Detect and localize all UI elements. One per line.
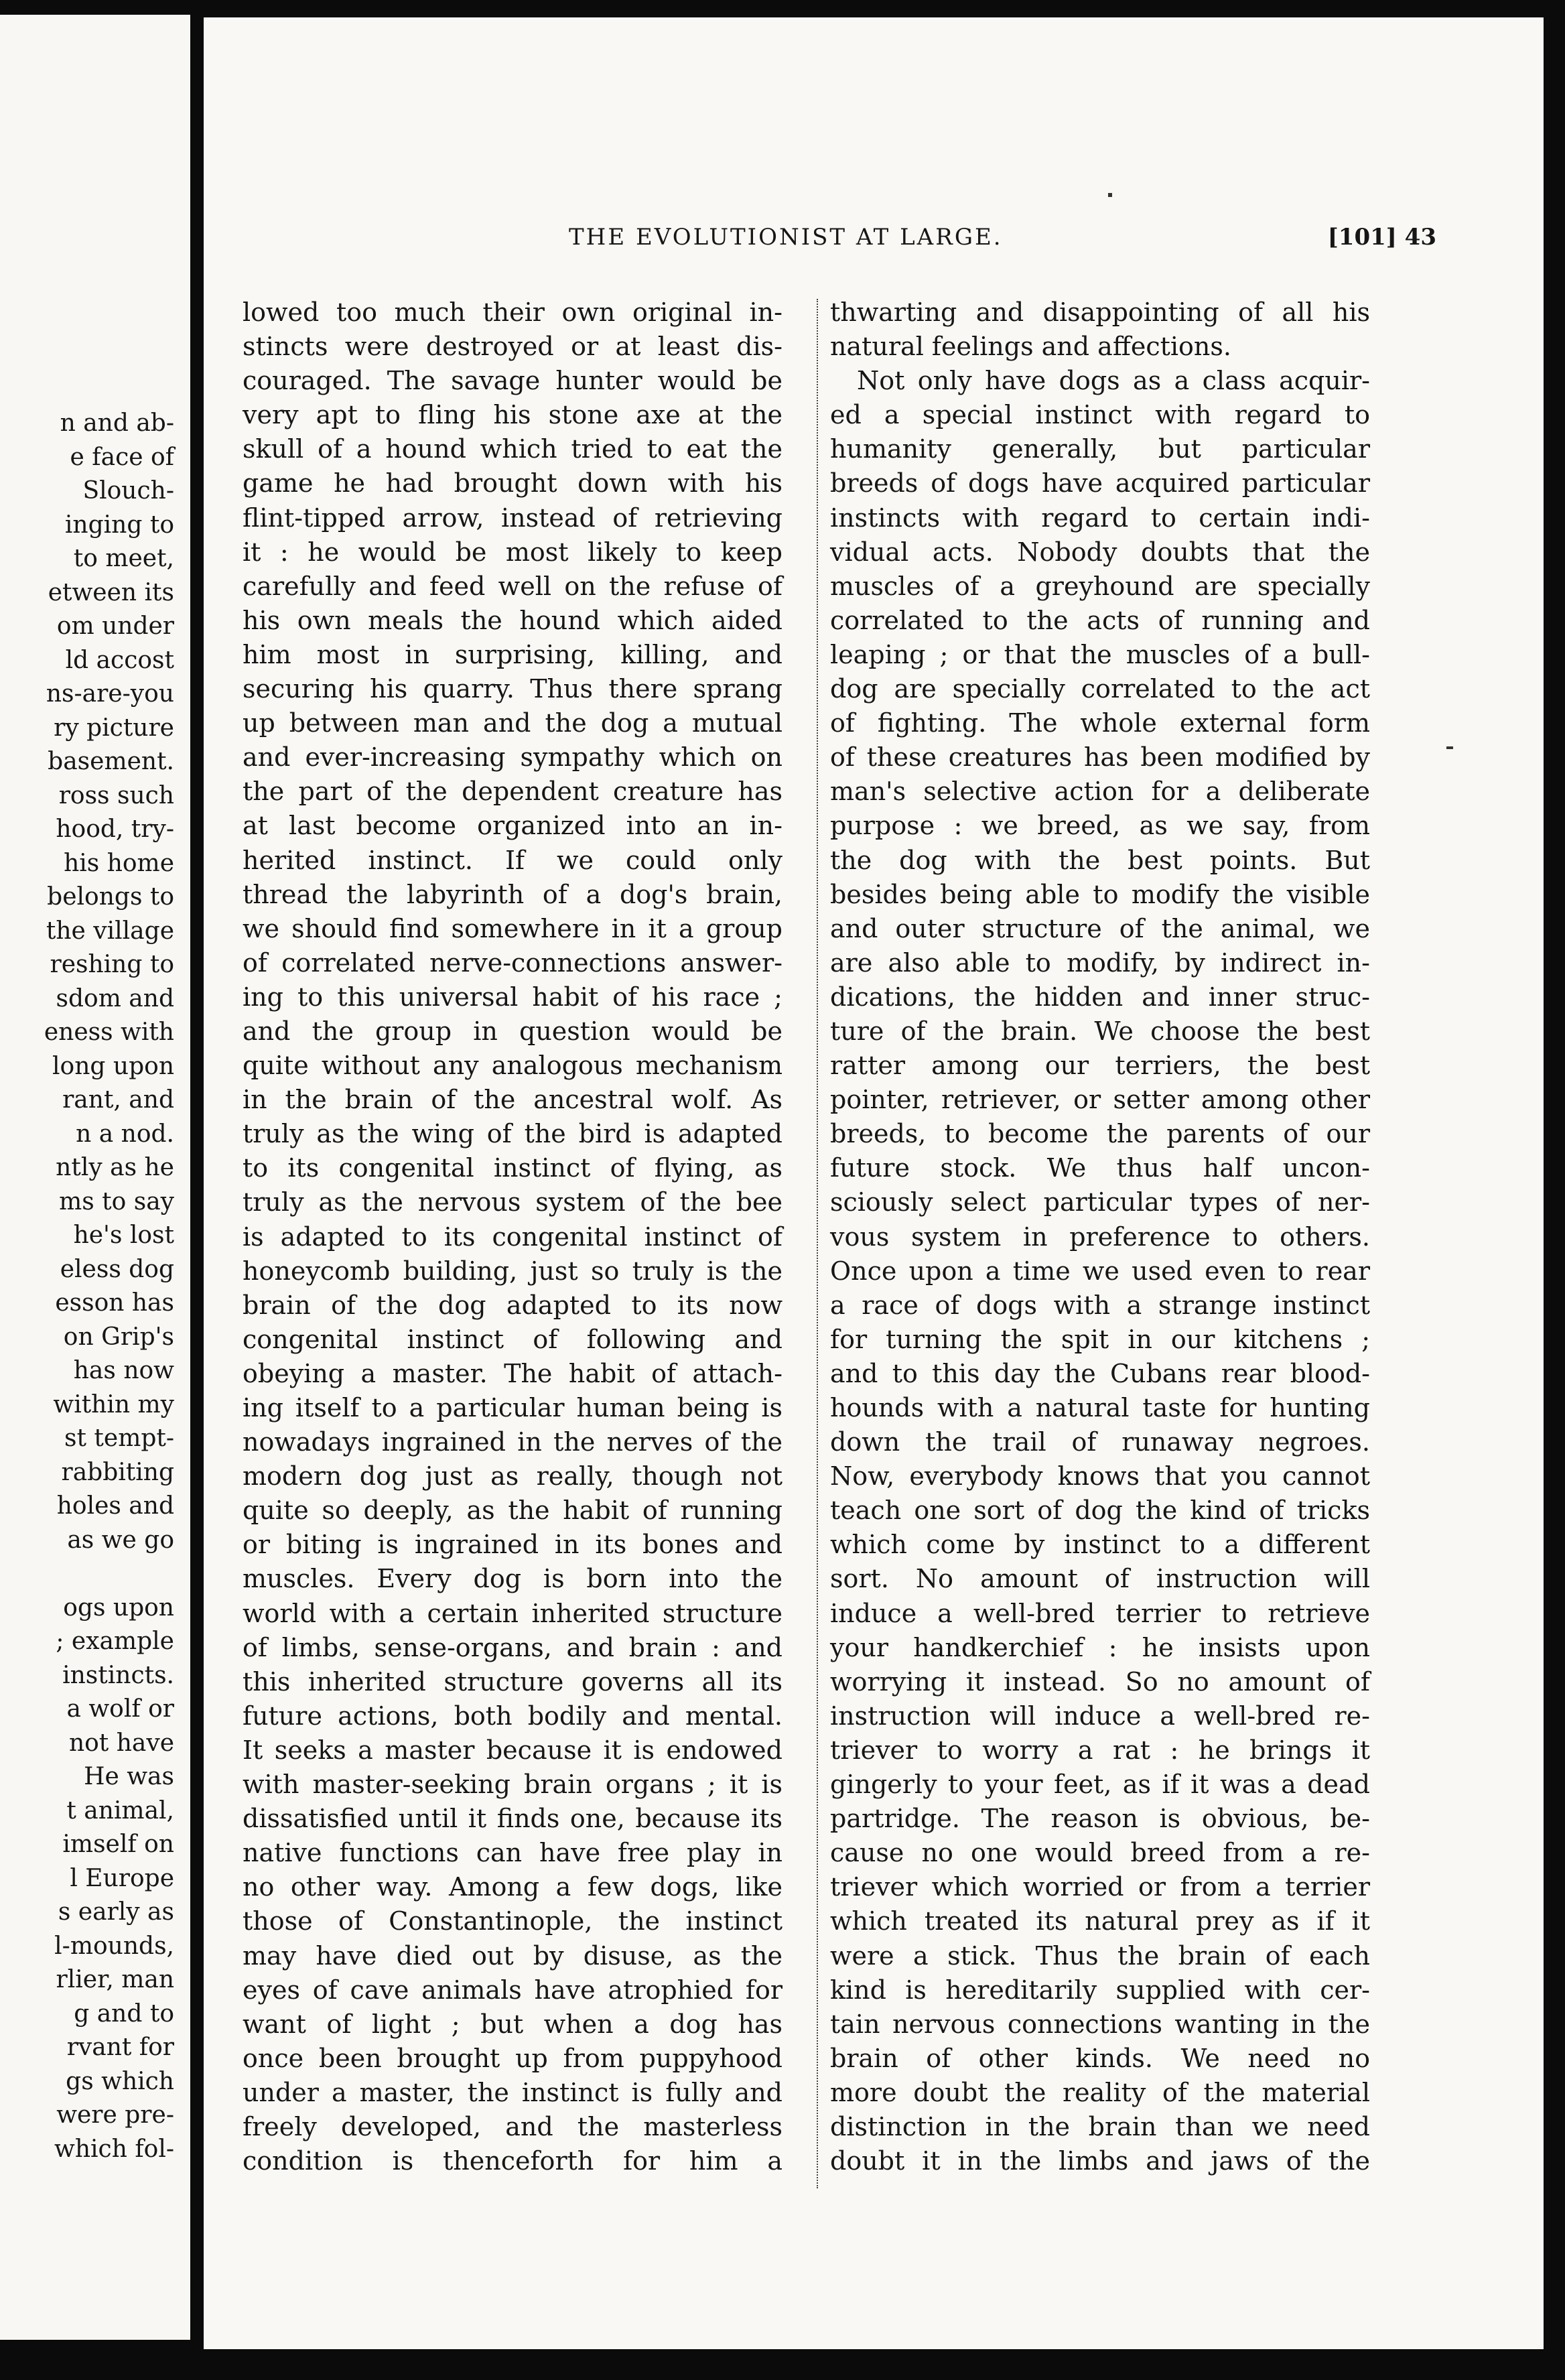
book-page <box>204 17 1544 2349</box>
fragment-line: not have <box>68 1729 174 1757</box>
text-line: ed a special instinct with regard to <box>830 400 1370 430</box>
text-line: may have died out by disuse, as the <box>243 1940 783 1971</box>
text-line: a race of dogs with a strange instinct <box>830 1290 1370 1320</box>
fragment-line: belongs to <box>47 883 174 911</box>
print-speck <box>1108 193 1112 197</box>
text-line: worrying it instead. So no amount of <box>830 1666 1370 1697</box>
fragment-line <box>0 1557 174 1591</box>
text-line: induce a well-bred terrier to retrieve <box>830 1598 1370 1628</box>
fragment-line: om under <box>56 612 174 640</box>
text-line: lowed too much their own original in- <box>243 298 783 327</box>
fragment-line: reshing to <box>50 951 174 978</box>
text-line: we should find somewhere in it a group <box>243 913 783 943</box>
text-line: triever which worried or from a terrier <box>830 1872 1370 1902</box>
text-line: up between man and the dog a mutual <box>243 708 783 738</box>
fragment-line: Slouch- <box>82 477 174 505</box>
fragment-line: the village <box>46 917 174 945</box>
text-line: thread the labyrinth of a dog's brain, <box>243 879 783 909</box>
fragment-line: He was <box>84 1763 174 1790</box>
text-line: securing his quarry. Thus there sprang <box>243 674 783 704</box>
fragment-line: his home <box>64 849 174 877</box>
fragment-line: a wolf or <box>66 1695 174 1723</box>
text-line: hounds with a natural taste for hunting <box>830 1393 1370 1423</box>
fragment-line: s early as <box>58 1898 174 1926</box>
text-line: correlated to the acts of running and <box>830 605 1370 635</box>
text-line: vidual acts. Nobody doubts that the <box>830 537 1370 567</box>
text-line: brain of the dog adapted to its now <box>243 1290 783 1320</box>
fragment-line: g and to <box>74 1999 174 2028</box>
text-line: herited instinct. If we could only <box>243 845 783 875</box>
text-line: to its congenital instinct of flying, as <box>243 1153 783 1183</box>
text-line: pointer, retriever, or setter among other <box>830 1085 1370 1115</box>
fragment-line: within my <box>53 1390 174 1418</box>
text-line: dissatisfied until it finds one, because its <box>243 1804 783 1834</box>
text-line: instruction will induce a well-bred re- <box>830 1701 1370 1731</box>
text-line: teach one sort of dog the kind of tricks <box>830 1496 1370 1526</box>
fragment-line: sdom and <box>56 984 174 1012</box>
text-column-left <box>243 295 783 2178</box>
fragment-line: as we go <box>67 1526 174 1554</box>
fragment-line: ns-are-you <box>46 680 174 708</box>
text-line: It seeks a master because it is endowed <box>243 1735 783 1765</box>
fragment-line: holes and <box>56 1492 174 1520</box>
text-line: which treated its natural prey as if it <box>830 1906 1370 1936</box>
text-line: him most in surprising, killing, and <box>243 639 783 669</box>
text-line: of these creatures has been modified by <box>830 742 1370 773</box>
fragment-line: st tempt- <box>64 1425 174 1452</box>
text-line: sciously select particular types of ner- <box>830 1187 1370 1217</box>
text-line: cause no one would breed from a re- <box>830 1838 1370 1868</box>
fragment-line: ross such <box>58 781 174 809</box>
text-line: muscles of a greyhound are specially <box>830 571 1370 601</box>
previous-page-edge <box>0 15 190 2340</box>
text-line: down the trail of runaway negroes. <box>830 1427 1370 1457</box>
text-line: and to this day the Cubans rear blood- <box>830 1358 1370 1388</box>
text-line: and outer structure of the animal, we <box>830 913 1370 943</box>
text-line: of limbs, sense-organs, and brain : and <box>243 1632 783 1662</box>
text-line: modern dog just as really, though not <box>243 1461 783 1492</box>
fragment-line: rlier, man <box>56 1966 174 1993</box>
text-line: gingerly to your feet, as if it was a dead <box>830 1770 1370 1800</box>
fragment-line: eless dog <box>60 1255 174 1283</box>
text-line: purpose : we breed, as we say, from <box>830 811 1370 841</box>
fragment-line: l Europe <box>70 1864 174 1892</box>
text-line: breeds, to become the parents of our <box>830 1119 1370 1149</box>
fragment-line: to meet, <box>73 545 174 572</box>
text-line: Once upon a time we used even to rear <box>830 1256 1370 1286</box>
text-line: future actions, both bodily and mental. <box>243 1701 783 1731</box>
text-line: tain nervous connections wanting in the <box>830 2009 1370 2039</box>
fragment-line: etween its <box>48 578 174 606</box>
text-line: are also able to modify, by indirect in- <box>830 947 1370 978</box>
previous-page-text-fragments <box>0 407 174 2166</box>
fragment-line: were pre- <box>56 2101 174 2129</box>
fragment-line: esson has <box>55 1289 174 1317</box>
text-line: at last become organized into an in- <box>243 811 783 841</box>
text-line: those of Constantinople, the instinct <box>243 1906 783 1936</box>
text-line: and ever-increasing sympathy which on <box>243 742 783 773</box>
text-line: for turning the spit in our kitchens ; <box>830 1324 1370 1354</box>
fragment-line: has now <box>73 1357 174 1384</box>
text-line: skull of a hound which tried to eat the <box>243 434 783 464</box>
fragment-line: l-mounds, <box>54 1932 174 1960</box>
fragment-line: hood, try- <box>56 815 174 843</box>
text-line: freely developed, and the masterless <box>243 2111 783 2141</box>
page-gutter <box>190 0 204 2380</box>
fragment-line: imself on <box>62 1831 174 1858</box>
text-line: Not only have dogs as a class acquir- <box>857 366 1370 396</box>
text-line: truly as the nervous system of the bee <box>243 1187 783 1217</box>
text-line: thwarting and disappointing of all his <box>830 298 1370 327</box>
print-speck <box>1446 746 1453 749</box>
running-header <box>204 224 1436 264</box>
text-line: vous system in preference to others. <box>830 1221 1370 1252</box>
text-line: and the group in question would be <box>243 1016 783 1046</box>
fragment-line: eness with <box>44 1018 174 1046</box>
text-line: dications, the hidden and inner struc- <box>830 982 1370 1012</box>
fragment-line: inging to <box>64 511 174 539</box>
fragment-line: long upon <box>52 1052 174 1080</box>
text-line: world with a certain inherited structure <box>243 1598 783 1628</box>
text-line: brain of other kinds. We need no <box>830 2043 1370 2073</box>
text-line: it : he would be most likely to keep <box>243 537 783 567</box>
text-line: humanity generally, but particular <box>830 434 1370 464</box>
text-line: native functions can have free play in <box>243 1838 783 1868</box>
text-line: sort. No amount of instruction will <box>830 1564 1370 1594</box>
fragment-line: gs which <box>66 2067 174 2095</box>
text-line: is adapted to its congenital instinct of <box>243 1221 783 1252</box>
text-line: or biting is ingrained in its bones and <box>243 1530 783 1560</box>
fragment-line: rvant for <box>66 2034 174 2061</box>
fragment-line: ntly as he <box>56 1154 174 1181</box>
text-line: ing to this universal habit of his race ; <box>243 982 783 1012</box>
text-line: kind is hereditarily supplied with cer- <box>830 1975 1370 2005</box>
text-line: your handkerchief : he insists upon <box>830 1632 1370 1662</box>
text-line: honeycomb building, just so truly is the <box>243 1256 783 1286</box>
text-line: triever to worry a rat : he brings it <box>830 1735 1370 1765</box>
fragment-line: instincts. <box>62 1661 174 1689</box>
text-line: once been brought up from puppyhood <box>243 2043 783 2073</box>
text-line: more doubt the reality of the material <box>830 2077 1370 2107</box>
text-line: muscles. Every dog is born into the <box>243 1564 783 1594</box>
fragment-line: which fol- <box>54 2135 174 2163</box>
fragment-line: ogs upon <box>63 1593 174 1622</box>
text-line: flint-tipped arrow, instead of retrieving <box>243 503 783 533</box>
text-line: were a stick. Thus the brain of each <box>830 1940 1370 1971</box>
text-line: game he had brought down with his <box>243 468 783 499</box>
text-line: quite so deeply, as the habit of running <box>243 1496 783 1526</box>
text-line: want of light ; but when a dog has <box>243 2009 783 2039</box>
text-line: which come by instinct to a different <box>830 1530 1370 1560</box>
text-line: of fighting. The whole external form <box>830 708 1370 738</box>
text-line: natural feelings and affections. <box>830 332 1231 362</box>
text-line: this inherited structure governs all its <box>243 1666 783 1697</box>
running-title: THE EVOLUTIONIST AT LARGE. <box>569 224 1003 251</box>
text-line: obeying a master. The habit of attach- <box>243 1358 783 1388</box>
text-line: partridge. The reason is obvious, be- <box>830 1804 1370 1834</box>
fragment-line: t animal, <box>66 1796 174 1825</box>
fragment-line: basement. <box>48 748 174 775</box>
text-line: truly as the wing of the bird is adapted <box>243 1119 783 1149</box>
text-line: doubt it in the limbs and jaws of the <box>830 2146 1370 2176</box>
fragment-line: rant, and <box>62 1086 174 1114</box>
text-line: stincts were destroyed or at least dis- <box>243 332 783 362</box>
text-line: quite without any analogous mechanism <box>243 1051 783 1081</box>
text-column-right <box>830 295 1370 2178</box>
text-line: couraged. The savage hunter would be <box>243 366 783 396</box>
text-line: the part of the dependent creature has <box>243 777 783 807</box>
text-line: condition is thenceforth for him a <box>243 2146 783 2176</box>
text-line: dog are specially correlated to the act <box>830 674 1370 704</box>
text-line: instincts with regard to certain indi- <box>830 503 1370 533</box>
fragment-line: n a nod. <box>76 1120 174 1148</box>
text-line: ratter among our terriers, the best <box>830 1051 1370 1081</box>
fragment-line: ry picture <box>54 714 174 742</box>
text-line: leaping ; or that the muscles of a bull- <box>830 639 1370 669</box>
fragment-line: ; example <box>56 1628 174 1655</box>
page-number: [101] 43 <box>1327 224 1436 251</box>
fragment-line: n and ab- <box>60 409 174 437</box>
fragment-line: he's lost <box>73 1221 174 1249</box>
text-line: the dog with the best points. But <box>830 845 1370 875</box>
text-line: in the brain of the ancestral wolf. As <box>243 1085 783 1115</box>
fragment-line: rabbiting <box>61 1458 174 1486</box>
text-line: under a master, the instinct is fully and <box>243 2077 783 2107</box>
text-line: eyes of cave animals have atrophied for <box>243 1975 783 2005</box>
fragment-line: on Grip's <box>63 1323 174 1351</box>
fragment-line: e face of <box>70 443 174 471</box>
text-line: besides being able to modify the visible <box>830 879 1370 909</box>
fragment-line: ms to say <box>59 1187 174 1215</box>
text-line: distinction in the brain than we need <box>830 2111 1370 2141</box>
text-line: of correlated nerve-connections answer- <box>243 947 783 978</box>
text-line: man's selective action for a deliberate <box>830 777 1370 807</box>
text-line: nowadays ingrained in the nerves of the <box>243 1427 783 1457</box>
text-line: future stock. We thus half uncon- <box>830 1153 1370 1183</box>
text-line: no other way. Among a few dogs, like <box>243 1872 783 1902</box>
fragment-line: ld accost <box>65 646 174 674</box>
text-line: very apt to fling his stone axe at the <box>243 400 783 430</box>
text-line: congenital instinct of following and <box>243 1324 783 1354</box>
text-line: with master-seeking brain organs ; it is <box>243 1770 783 1800</box>
text-line: ing itself to a particular human being is <box>243 1393 783 1423</box>
text-line: his own meals the hound which aided <box>243 605 783 635</box>
text-line: breeds of dogs have acquired particular <box>830 468 1370 499</box>
scan-border <box>1544 0 1565 2380</box>
text-line: carefully and feed well on the refuse of <box>243 571 783 601</box>
text-line: ture of the brain. We choose the best <box>830 1016 1370 1046</box>
text-line: Now, everybody knows that you cannot <box>830 1461 1370 1492</box>
column-divider <box>817 299 819 2188</box>
